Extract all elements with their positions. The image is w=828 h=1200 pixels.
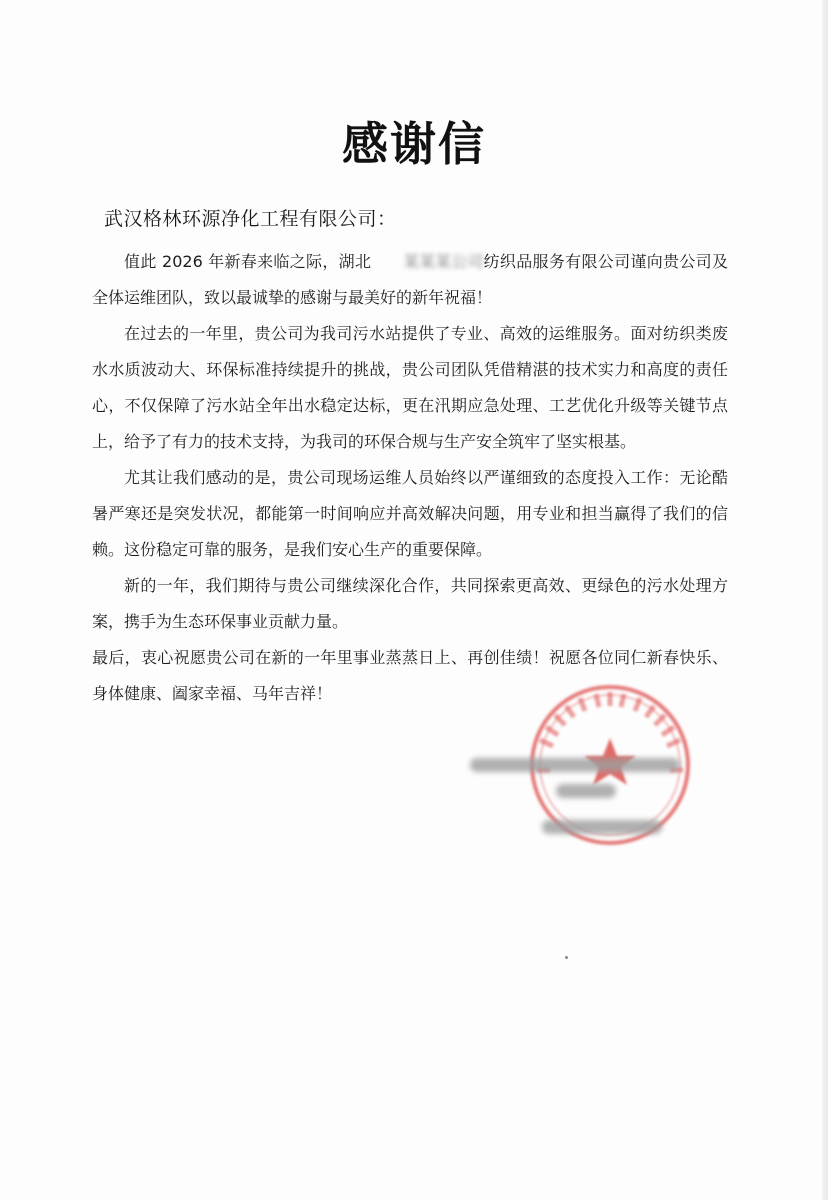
paragraph-2: 在过去的一年里，贵公司为我司污水站提供了专业、高效的运维服务。面对纺织类废水水质波动大、环保标准持续提升的挑战，贵公司团队凭借精湛的技术实力和高度的责任心，不仅保障了污水站全年出水稳定达标，更在汛期应急处理、工艺优化升级等关键节点上，给予了有力的技术支持，为我司的环保合规与生产安全筑牢了坚实根基。 bbox=[92, 324, 728, 451]
paragraph-1-after: 纺织品服务有限公司谨向贵公司及全体运维团队，致以最诚挚的感谢与最美好的新年祝福！ bbox=[92, 252, 728, 307]
closing-paragraph: 最后，衷心祝愿贵公司在新的一年里事业蒸蒸日上、再创佳绩！祝愿各位同仁新春快乐、身体健康、阖家幸福、马年吉祥！ bbox=[92, 648, 728, 703]
paragraph-3: 尤其让我们感动的是，贵公司现场运维人员始终以严谨细致的态度投入工作：无论酷暑严寒还是突发状况，都能第一时间响应并高效解决问题，用专业和担当赢得了我们的信赖。这份稳定可靠的服务，是我们安心生产的重要保障。 bbox=[92, 468, 728, 559]
blurred-signature-line-2 bbox=[556, 784, 616, 798]
scan-edge bbox=[822, 0, 828, 1200]
scan-speck bbox=[565, 956, 568, 959]
salutation: 武汉格林环源净化工程有限公司： bbox=[104, 208, 397, 230]
paragraph-1-before: 值此 2026 年新春来临之际，湖北 bbox=[124, 252, 372, 271]
redacted-company-name: 某某某公司 bbox=[403, 252, 484, 271]
paragraph-4: 新的一年，我们期待与贵公司继续深化合作，共同探索更高效、更绿色的污水处理方案，携手为生态环保事业贡献力量。 bbox=[92, 576, 728, 631]
blurred-signature-line-1 bbox=[470, 758, 680, 772]
signature-stamp-area bbox=[460, 680, 720, 880]
letter-title: 感谢信 bbox=[342, 117, 486, 171]
letter-body bbox=[92, 244, 728, 712]
paragraph-1 bbox=[92, 244, 728, 316]
blurred-date-line bbox=[542, 820, 662, 834]
